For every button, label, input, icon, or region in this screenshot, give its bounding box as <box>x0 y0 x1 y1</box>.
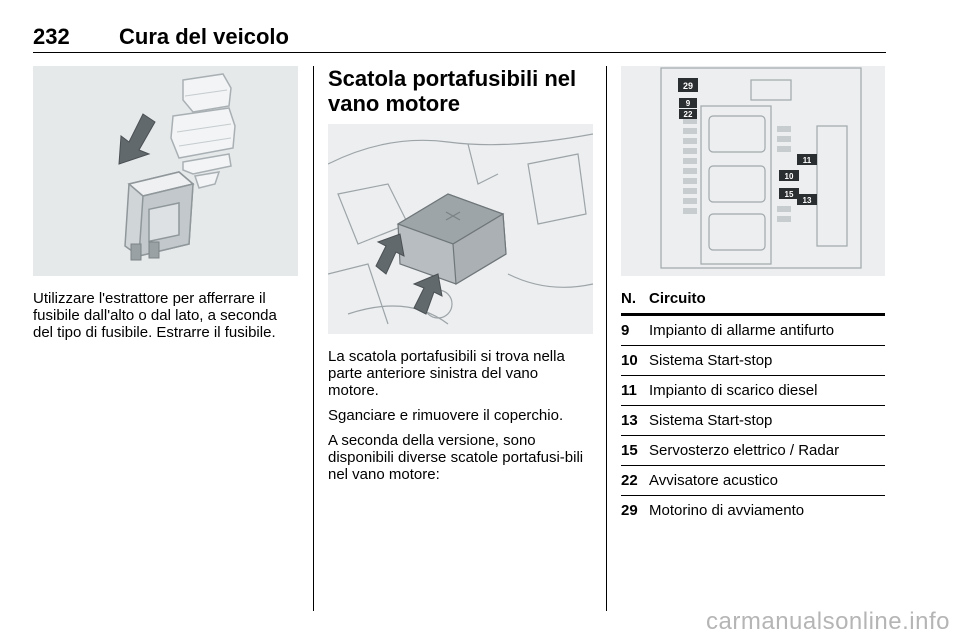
page-number: 232 <box>33 24 70 49</box>
row-number: 15 <box>621 442 638 459</box>
fuse-extractor-drawing <box>33 66 298 276</box>
fuse-label-22: 22 <box>683 110 693 119</box>
table-row <box>621 406 885 436</box>
fuse-box-diagram <box>621 66 885 276</box>
engine-bay-illustration <box>328 124 593 334</box>
cover-paragraph: Sganciare e rimuovere il coperchio. <box>328 407 564 424</box>
fuse-label-11: 11 <box>802 156 812 165</box>
fuse-label-13: 13 <box>802 196 812 205</box>
page-header <box>33 22 886 53</box>
table-row <box>621 436 885 466</box>
row-circuit: Impianto di scarico diesel <box>649 382 818 399</box>
header-circuit: Circuito <box>649 290 706 307</box>
fuse-label-9: 9 <box>685 99 691 108</box>
location-paragraph: La scatola portafusibili si trova nella parte anteriore sinistra del vano motore. <box>328 348 565 399</box>
right-column <box>621 66 886 525</box>
row-number: 29 <box>621 502 638 519</box>
table-row <box>621 376 885 406</box>
versions-paragraph: A seconda della versione, sono disponibili diverse scatole portafusi-bili nel vano motore: <box>328 432 584 483</box>
row-number: 22 <box>621 472 638 489</box>
fuse-label-10: 10 <box>784 172 794 181</box>
row-circuit: Impianto di allarme antifurto <box>649 322 835 339</box>
row-number: 10 <box>621 352 638 369</box>
row-number: 13 <box>621 412 638 429</box>
fuse-box-heading: Scatola portafusibili nel vano motore <box>328 66 577 116</box>
table-row <box>621 466 885 496</box>
fuse-label-29: 29 <box>682 81 694 91</box>
column-divider-2 <box>606 66 607 611</box>
row-circuit: Avvisatore acustico <box>649 472 778 489</box>
fuse-box-drawing <box>621 66 885 276</box>
engine-bay-drawing <box>328 124 593 334</box>
header-number: N. <box>621 290 636 307</box>
left-column <box>33 66 298 349</box>
circuit-table <box>621 290 885 525</box>
extractor-instruction: Utilizzare l'estrattore per afferrare il fusibile dall'alto o dal lato, a seconda del tipo di fusibile. Estrarre il fusibile. <box>33 290 277 341</box>
row-number: 9 <box>621 322 630 339</box>
column-divider-1 <box>313 66 314 611</box>
table-row <box>621 346 885 376</box>
middle-column <box>328 66 593 491</box>
row-circuit: Sistema Start-stop <box>649 352 773 369</box>
site-watermark: carmanualsonline.info <box>706 608 950 635</box>
circuit-table-header <box>621 290 885 316</box>
row-circuit: Motorino di avviamento <box>649 502 805 519</box>
table-row <box>621 316 885 346</box>
table-row <box>621 496 885 525</box>
fuse-extractor-illustration <box>33 66 298 276</box>
row-number: 11 <box>621 382 637 399</box>
row-circuit: Sistema Start-stop <box>649 412 773 429</box>
fuse-label-15: 15 <box>784 190 794 199</box>
section-title: Cura del veicolo <box>119 24 289 49</box>
row-circuit: Servosterzo elettrico / Radar <box>649 442 840 459</box>
